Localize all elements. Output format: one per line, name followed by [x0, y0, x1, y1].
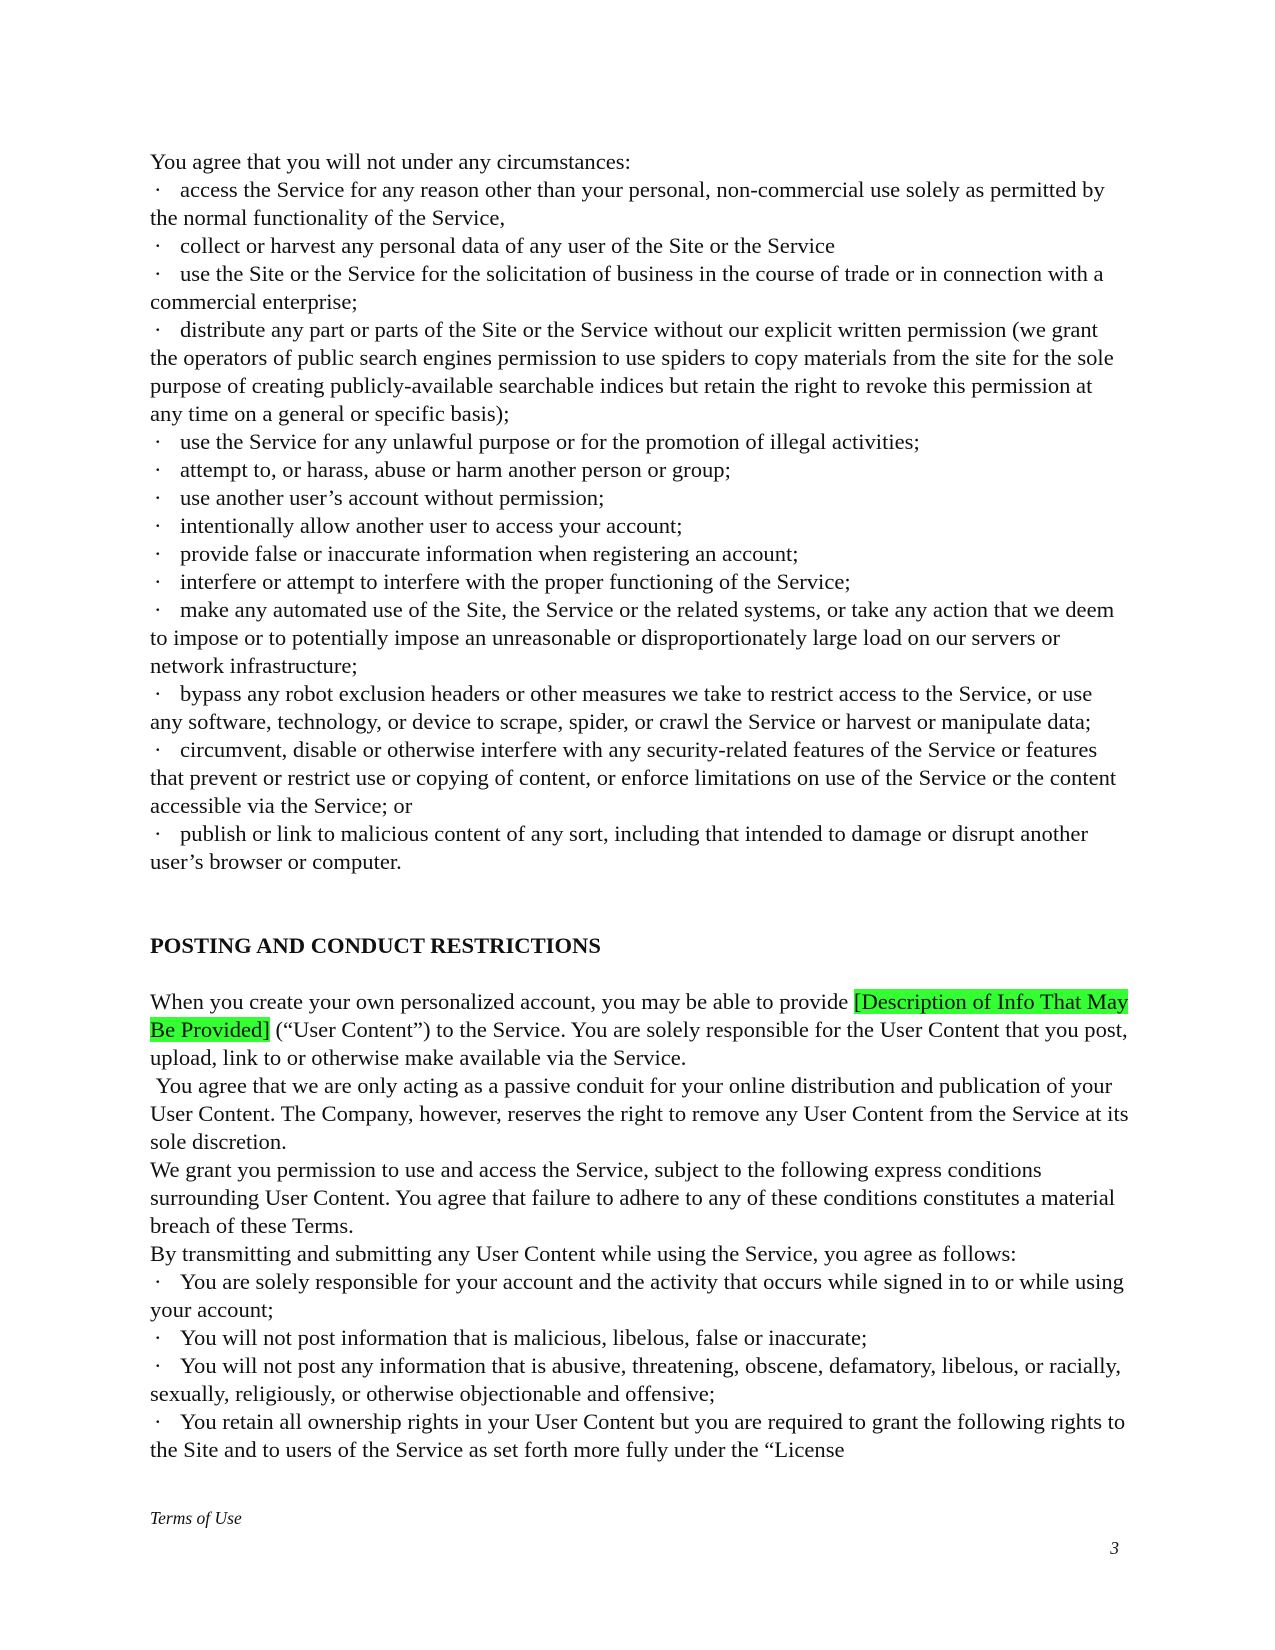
list-item [150, 1268, 1130, 1324]
bullet-icon: · [154, 1269, 162, 1294]
list-item-text: You will not post information that is malicious, libelous, false or inaccurate; [180, 1325, 868, 1350]
footer-document-title: Terms of Use [150, 1508, 242, 1528]
list-item-text: publish or link to malicious content of any sort, including that intended to damage or disrupt another user’s browser or computer. [150, 821, 1088, 874]
list-item [150, 316, 1130, 428]
list-item [150, 680, 1130, 736]
bullet-icon: · [154, 233, 162, 258]
list-item [150, 512, 1130, 540]
bullet-icon: · [154, 1353, 162, 1378]
list-item-text: You retain all ownership rights in your User Content but you are required to grant the following rights to the Site and to users of the Service as set forth more fully under the “License [150, 1409, 1126, 1462]
bullet-icon: · [154, 177, 162, 202]
list-item [150, 736, 1130, 820]
list-item [150, 596, 1130, 680]
list-item-text: use another user’s account without permission; [180, 485, 605, 510]
list-item [150, 820, 1130, 876]
bullet-icon: · [154, 485, 162, 510]
document-body [150, 148, 1135, 1464]
bullet-icon: · [154, 821, 162, 846]
posting-text-after: (“User Content”) to the Service. You are solely responsible for the User Content that you post, upload, link to or otherwise make available via the Service. [150, 1017, 1128, 1070]
list-item-text: distribute any part or parts of the Site or the Service without our explicit written permission (we grant the operators of public search engines permission to use spiders to copy materials from the site for the sole purpose of creating publicly-available searchable indices but retain the right to revoke this permission at any time on a general or specific basis); [150, 317, 1114, 426]
bullet-icon: · [154, 597, 162, 622]
list-item [150, 1324, 1130, 1352]
list-item [150, 260, 1130, 316]
list-item-text: intentionally allow another user to access your account; [180, 513, 683, 538]
list-item [150, 1408, 1130, 1464]
list-item-text: make any automated use of the Site, the Service or the related systems, or take any action that we deem to impose or to potentially impose an unreasonable or disproportionately large load on our servers or network infrastructure; [150, 597, 1115, 678]
list-item [150, 1352, 1130, 1408]
bullet-icon: · [154, 737, 162, 762]
list-item-text: circumvent, disable or otherwise interfere with any security-related features of the Service or features that prevent or restrict use or copying of content, or enforce limitations on use of the Service or the content accessible via the Service; or [150, 737, 1117, 818]
list-item-text: use the Service for any unlawful purpose or for the promotion of illegal activities; [180, 429, 920, 454]
intro-paragraph: You agree that you will not under any circumstances: [150, 149, 631, 174]
list-item [150, 456, 1130, 484]
placeholder-highlight: [Description of Info That May Be Provided] [150, 989, 1129, 1042]
list-item [150, 540, 1130, 568]
bullet-icon: · [154, 569, 162, 594]
bullet-icon: · [154, 1409, 162, 1434]
bullet-icon: · [154, 429, 162, 454]
bullet-icon: · [154, 457, 162, 482]
user-content-conditions-list [150, 1268, 1130, 1464]
bullet-icon: · [154, 1325, 162, 1350]
list-item-text: collect or harvest any personal data of any user of the Site or the Service [180, 233, 835, 258]
page-number: 3 [1110, 1538, 1119, 1558]
list-item-text: provide false or inaccurate information when registering an account; [180, 541, 799, 566]
posting-paragraph [150, 988, 1130, 1072]
bullet-icon: · [154, 513, 162, 538]
posting-text-before: When you create your own personalized account, you may be able to provide [150, 989, 854, 1014]
bullet-icon: · [154, 261, 162, 286]
list-item-text: You will not post any information that is abusive, threatening, obscene, defamatory, libelous, or racially, sexually, religiously, or otherwise objectionable and offensive; [150, 1353, 1121, 1406]
list-item-text: attempt to, or harass, abuse or harm another person or group; [180, 457, 731, 482]
list-item-text: bypass any robot exclusion headers or other measures we take to restrict access to the Service, or use any software, technology, or device to scrape, spider, or crawl the Service or harvest or manipulate data; [150, 681, 1093, 734]
section-heading: POSTING AND CONDUCT RESTRICTIONS [150, 933, 601, 958]
list-item-text: You are solely responsible for your account and the activity that occurs while signed in to or while using your account; [150, 1269, 1124, 1322]
heading-spacer [150, 960, 1130, 988]
conduit-paragraph: You agree that we are only acting as a passive conduit for your online distribution and publication of your User Content. The Company, however, reserves the right to remove any User Content from the Service at its sole discretion. [150, 1073, 1135, 1154]
list-item-text: interfere or attempt to interfere with the proper functioning of the Service; [180, 569, 851, 594]
list-item [150, 232, 1130, 260]
prohibited-uses-list [150, 176, 1130, 876]
list-item [150, 176, 1130, 232]
transmit-paragraph: By transmitting and submitting any User Content while using the Service, you agree as follows: [150, 1241, 1017, 1266]
bullet-icon: · [154, 541, 162, 566]
list-item [150, 428, 1130, 456]
list-item [150, 568, 1130, 596]
list-item-text: access the Service for any reason other than your personal, non-commercial use solely as permitted by the normal functionality of the Service, [150, 177, 1105, 230]
bullet-icon: · [154, 681, 162, 706]
permission-paragraph: We grant you permission to use and access the Service, subject to the following express conditions surrounding User Content. You agree that failure to adhere to any of these conditions constitutes a material breach of these Terms. [150, 1157, 1116, 1238]
list-item [150, 484, 1130, 512]
list-item-text: use the Site or the Service for the solicitation of business in the course of trade or in connection with a commercial enterprise; [150, 261, 1104, 314]
section-spacer [150, 876, 1130, 932]
bullet-icon: · [154, 317, 162, 342]
